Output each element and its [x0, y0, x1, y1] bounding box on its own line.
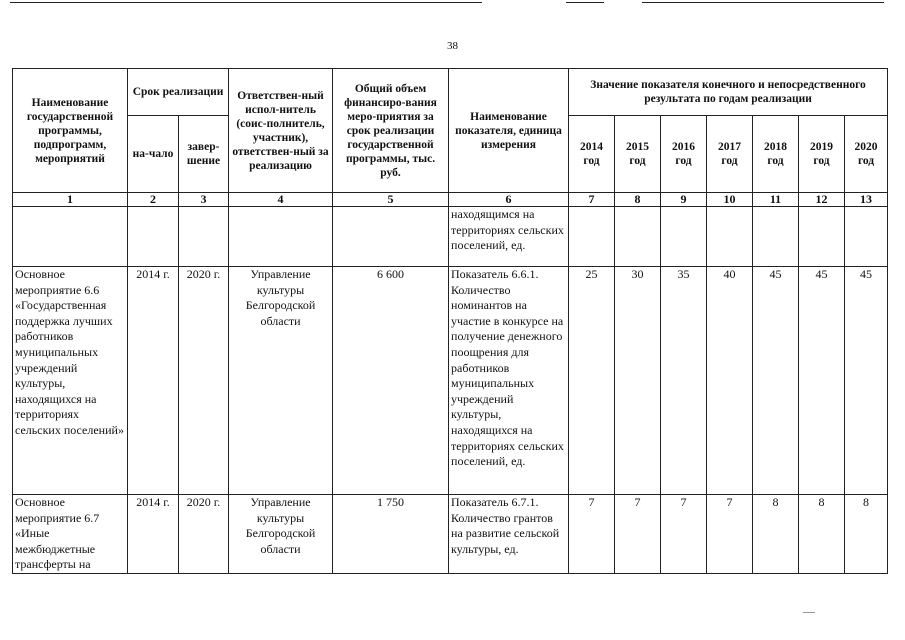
cell-indicator: Показатель 6.7.1. Количество грантов на развитие сельской культуры, ед. [449, 495, 569, 574]
table-row [13, 207, 888, 267]
column-number: 6 [449, 193, 569, 207]
cell-value-2014: 7 [569, 495, 615, 574]
header-term-end: завер-шение [179, 116, 229, 193]
cell-program-name: Основное мероприятие 6.7 «Иные межбюджетные трансферты на [13, 495, 128, 574]
cell-program-name: Основное мероприятие 6.6 «Государственная поддержка лучших работников муниципальных учреждений культуры, находящихся на территориях сельских поселений» [13, 267, 128, 495]
cell-start: 2014 г. [128, 495, 179, 574]
header-year-2015: 2015 год [615, 116, 661, 193]
cell-program-name [13, 207, 128, 267]
cell-value-2020: 45 [845, 267, 888, 495]
cell-end: 2020 г. [179, 495, 229, 574]
cell-funding: 6 600 [333, 267, 449, 495]
cell-value-2018: 8 [753, 495, 799, 574]
column-number: 13 [845, 193, 888, 207]
column-number: 2 [128, 193, 179, 207]
header-year-2017: 2017 год [707, 116, 753, 193]
cell-value-2020 [845, 207, 888, 267]
cell-start: 2014 г. [128, 267, 179, 495]
cell-value-2016: 35 [661, 267, 707, 495]
column-number: 8 [615, 193, 661, 207]
cell-funding: 1 750 [333, 495, 449, 574]
column-number: 7 [569, 193, 615, 207]
cell-end: 2020 г. [179, 267, 229, 495]
scan-mark [803, 612, 815, 613]
cell-funding [333, 207, 449, 267]
top-rule-right [642, 2, 884, 3]
cell-value-2017 [707, 207, 753, 267]
cell-value-2017: 40 [707, 267, 753, 495]
header-indicator: Наименование показателя, единица измерения [449, 69, 569, 193]
cell-value-2015 [615, 207, 661, 267]
indicator-table [12, 68, 888, 574]
cell-value-2020: 8 [845, 495, 888, 574]
header-program-name: Наименование государственной программы, подпрограмм, мероприятий [13, 69, 128, 193]
header-year-2020: 2020 год [845, 116, 888, 193]
top-rule-left [10, 2, 482, 3]
cell-value-2017: 7 [707, 495, 753, 574]
cell-end [179, 207, 229, 267]
cell-value-2019: 45 [799, 267, 845, 495]
cell-value-2015: 7 [615, 495, 661, 574]
table-row [13, 267, 888, 495]
cell-indicator: находящимся на территориях сельских поселений, ед. [449, 207, 569, 267]
cell-value-2019 [799, 207, 845, 267]
cell-value-2018: 45 [753, 267, 799, 495]
column-number: 4 [229, 193, 333, 207]
cell-executor: Управление культуры Белгородской области [229, 495, 333, 574]
header-year-2016: 2016 год [661, 116, 707, 193]
header-values-by-year: Значение показателя конечного и непосредственного результата по годам реализации [569, 69, 888, 116]
column-number: 11 [753, 193, 799, 207]
column-number: 3 [179, 193, 229, 207]
cell-indicator: Показатель 6.6.1. Количество номинантов на участие в конкурсе на получение денежного поощрения для работников муниципальных учреждений культуры, находящихся на территориях сельских поселений, ед. [449, 267, 569, 495]
cell-start [128, 207, 179, 267]
header-year-2018: 2018 год [753, 116, 799, 193]
header-funding: Общий объем финансиро-вания меро-приятия за срок реализации государственной программы, тыс. руб. [333, 69, 449, 193]
header-term-start: на-чало [128, 116, 179, 193]
column-number: 10 [707, 193, 753, 207]
cell-value-2015: 30 [615, 267, 661, 495]
column-number: 5 [333, 193, 449, 207]
header-year-2019: 2019 год [799, 116, 845, 193]
header-year-2014: 2014 год [569, 116, 615, 193]
cell-value-2014: 25 [569, 267, 615, 495]
cell-value-2019: 8 [799, 495, 845, 574]
page-number: 38 [447, 40, 458, 52]
table-row [13, 495, 888, 574]
column-number-row [13, 193, 888, 207]
top-rule-mid [566, 2, 604, 3]
column-number: 1 [13, 193, 128, 207]
cell-executor [229, 207, 333, 267]
cell-value-2018 [753, 207, 799, 267]
header-term: Срок реализации [128, 69, 229, 116]
column-number: 12 [799, 193, 845, 207]
column-number: 9 [661, 193, 707, 207]
cell-value-2014 [569, 207, 615, 267]
cell-executor: Управление культуры Белгородской области [229, 267, 333, 495]
header-executor: Ответствен-ный испол-нитель (соис-полнитель, участник), ответствен-ный за реализацию [229, 69, 333, 193]
cell-value-2016 [661, 207, 707, 267]
cell-value-2016: 7 [661, 495, 707, 574]
